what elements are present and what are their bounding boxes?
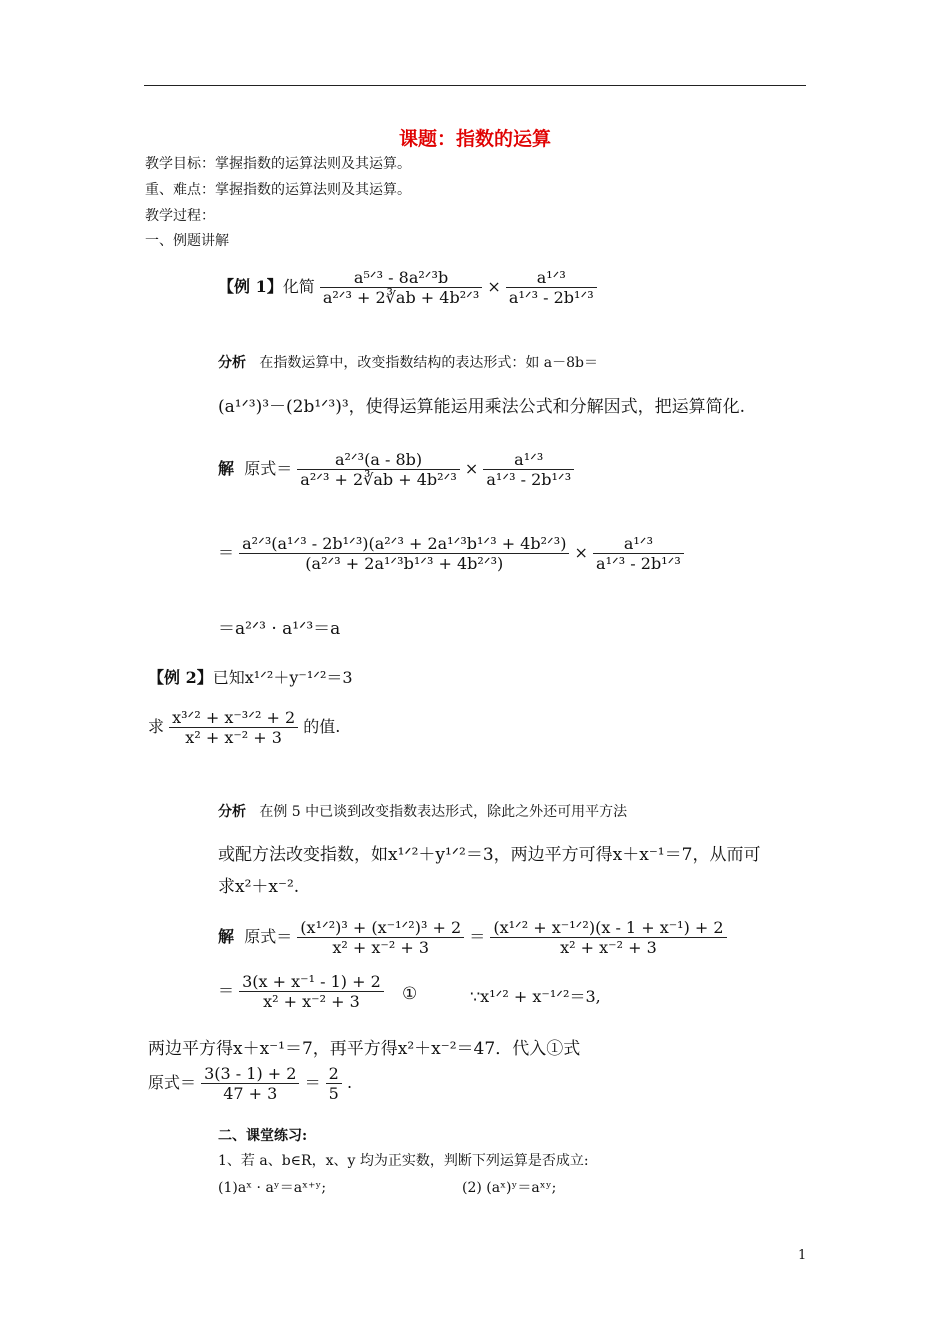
solution-fraction-3 [239, 972, 384, 1011]
because-statement: ∵x¹ᐟ² + x⁻¹ᐟ²＝3, [470, 987, 601, 1006]
example-2-solution-step-1: 解 原式＝ $\frac{\text{(x¹ᐟ²)³ + (x⁻¹ᐟ²)³ + 2}}{\text{x² + x⁻² + 3}}$ ＝ $\frac{\text{(x¹ᐟ² + x⁻¹ᐟ²)(x - 1 + x⁻¹) + 2}}{\text{x² + x⁻² + 3}}$ [218, 918, 727, 957]
solution-fraction-3 [239, 534, 569, 573]
squaring-step: 两边平方得x＋x⁻¹＝7，再平方得x²＋x⁻²＝47．代入①式 [148, 1039, 581, 1059]
example-1-statement [218, 268, 597, 307]
fraction-numerator: 2 [326, 1064, 342, 1084]
header-rule [144, 85, 806, 86]
fraction-denominator: x² + x⁻² + 3 [263, 992, 360, 1011]
example-1-analysis-line-2: (a¹ᐟ³)³－(2b¹ᐟ³)³，使得运算能运用乘法公式和分解因式，把运算简化. [218, 397, 746, 417]
example-2-analysis-line-3: 求x²＋x⁻². [218, 877, 300, 897]
solution-prefix: 原式＝ [244, 927, 293, 946]
fraction-denominator: a²ᐟ³ + 2∛ab + 4b²ᐟ³ [300, 470, 457, 489]
fraction-denominator: x² + x⁻² + 3 [560, 938, 657, 957]
ask-suffix: 的值. [303, 717, 341, 736]
page-number: 1 [798, 1248, 807, 1263]
equation-marker: ① [402, 984, 418, 1004]
times-sign: × [574, 543, 588, 562]
solution-fraction-1 [297, 450, 459, 489]
fraction-denominator: (a²ᐟ³ + 2a¹ᐟ³b¹ᐟ³ + 4b²ᐟ³) [305, 554, 504, 573]
fraction-numerator: a¹ᐟ³ [506, 268, 597, 288]
example-2-label: 【例 2】 [148, 668, 213, 687]
fraction-denominator: a¹ᐟ³ - 2b¹ᐟ³ [486, 470, 572, 489]
times-sign: × [464, 459, 479, 478]
example-1-solution-step-2: ＝ $\frac{\text{a²ᐟ³(a¹ᐟ³ - 2b¹ᐟ³)(a²ᐟ³ + 2a¹ᐟ³b¹ᐟ³ + 4b²ᐟ³)}}{\text{(a²ᐟ³ + 2a¹ᐟ³b¹ᐟ³ + 4b²ᐟ³)}}$ × $\frac{\text{a¹ᐟ³}}{\text{a¹ᐟ³ - 2b¹ᐟ³}}$ [218, 534, 684, 573]
fraction-numerator: x³ᐟ² + x⁻³ᐟ² + 2 [169, 708, 298, 728]
section-1-heading: 一、例题讲解 [145, 233, 229, 249]
fraction-denominator: 47 + 3 [223, 1084, 278, 1103]
analysis-text: 在指数运算中，改变指数结构的表达形式：如 a－8b＝ [259, 355, 599, 371]
example-1-label: 【例 1】 [218, 277, 283, 296]
example-2-analysis [218, 801, 627, 821]
solution-prefix: 原式＝ [244, 459, 293, 478]
solution-label: 解 [218, 927, 235, 946]
times-sign: × [487, 277, 501, 296]
example-1-final: ＝a²ᐟ³ · a¹ᐟ³＝a [218, 619, 341, 639]
fraction-numerator: a¹ᐟ³ [593, 534, 684, 554]
fraction-denominator: 5 [328, 1084, 339, 1103]
example-2-given: 已知x¹ᐟ²＋y⁻¹ᐟ²＝3 [212, 668, 353, 687]
example-2-statement [148, 665, 353, 688]
fraction-numerator: a²ᐟ³(a¹ᐟ³ - 2b¹ᐟ³)(a²ᐟ³ + 2a¹ᐟ³b¹ᐟ³ + 4b²ᐟ³) [239, 534, 569, 554]
fraction-numerator: a²ᐟ³(a - 8b) [297, 450, 459, 470]
solution-fraction-1 [297, 918, 464, 957]
solution-fraction-4 [593, 534, 684, 573]
example-2-result: 原式＝ $\frac{3(3 - 1) + 2}{47 + 3}$ ＝ $\frac{2}{5}$ . [148, 1064, 353, 1103]
solution-label: 解 [218, 459, 235, 478]
exercise-1-part-2: (2) (aˣ)ʸ＝aˣʸ; [462, 1180, 557, 1196]
fraction-numerator: 3(x + x⁻¹ - 1) + 2 [239, 972, 384, 992]
fraction-numerator: 3(3 - 1) + 2 [201, 1064, 299, 1084]
solution-fraction-2 [490, 918, 726, 957]
ask-text: 求 [148, 717, 165, 736]
analysis-text: 在例 5 中已谈到改变指数表达形式，除此之外还可用平方法 [259, 804, 628, 820]
fraction-denominator: a¹ᐟ³ - 2b¹ᐟ³ [596, 554, 681, 573]
result-prefix: 原式＝ [148, 1073, 197, 1092]
result-fraction-1 [201, 1064, 299, 1103]
example-2-analysis-line-2: 或配方法改变指数，如x¹ᐟ²＋y¹ᐟ²＝3，两边平方可得x＋x⁻¹＝7，从而可 [218, 845, 761, 865]
teaching-process: 教学过程： [145, 208, 215, 224]
key-points: 重、难点：掌握指数的运算法则及其运算。 [145, 182, 411, 198]
example-1-fraction-1 [320, 268, 482, 307]
example-1-solution-step-1 [218, 450, 574, 489]
solution-fraction-2 [483, 450, 574, 489]
page-title: 课题：指数的运算 [398, 128, 551, 150]
result-fraction-2 [326, 1064, 342, 1103]
exercise-1-part-1: (1)aˣ · aʸ＝aˣ⁺ʸ; [218, 1180, 327, 1196]
fraction-denominator: a¹ᐟ³ - 2b¹ᐟ³ [508, 288, 594, 307]
fraction-numerator: a⁵ᐟ³ - 8a²ᐟ³b [320, 268, 482, 288]
example-2-solution-step-2: ＝ $\frac{\text{3(x + x⁻¹ - 1) + 2}}{\text{x² + x⁻² + 3}}$ [218, 972, 384, 1011]
fraction-numerator: (x¹ᐟ² + x⁻¹ᐟ²)(x - 1 + x⁻¹) + 2 [490, 918, 726, 938]
fraction-numerator: a¹ᐟ³ [483, 450, 574, 470]
question-fraction [169, 708, 298, 747]
example-1-fraction-2 [506, 268, 597, 307]
section-2-heading: 二、课堂练习: [218, 1128, 308, 1144]
analysis-label: 分析 [218, 804, 246, 820]
example-2-question [148, 708, 340, 747]
fraction-denominator: a²ᐟ³ + 2∛ab + 4b²ᐟ³ [322, 288, 480, 307]
fraction-numerator: (x¹ᐟ²)³ + (x⁻¹ᐟ²)³ + 2 [297, 918, 464, 938]
fraction-denominator: x² + x⁻² + 3 [185, 728, 282, 747]
example-1-analysis [218, 352, 598, 372]
period: . [346, 1073, 353, 1092]
example-1-text: 化简 [282, 277, 315, 296]
analysis-label: 分析 [218, 355, 246, 371]
fraction-denominator: x² + x⁻² + 3 [332, 938, 430, 957]
exercise-1: 1、若 a、b∈R，x、y 均为正实数，判断下列运算是否成立: [218, 1153, 589, 1169]
teaching-goals: 教学目标：掌握指数的运算法则及其运算。 [145, 156, 411, 172]
